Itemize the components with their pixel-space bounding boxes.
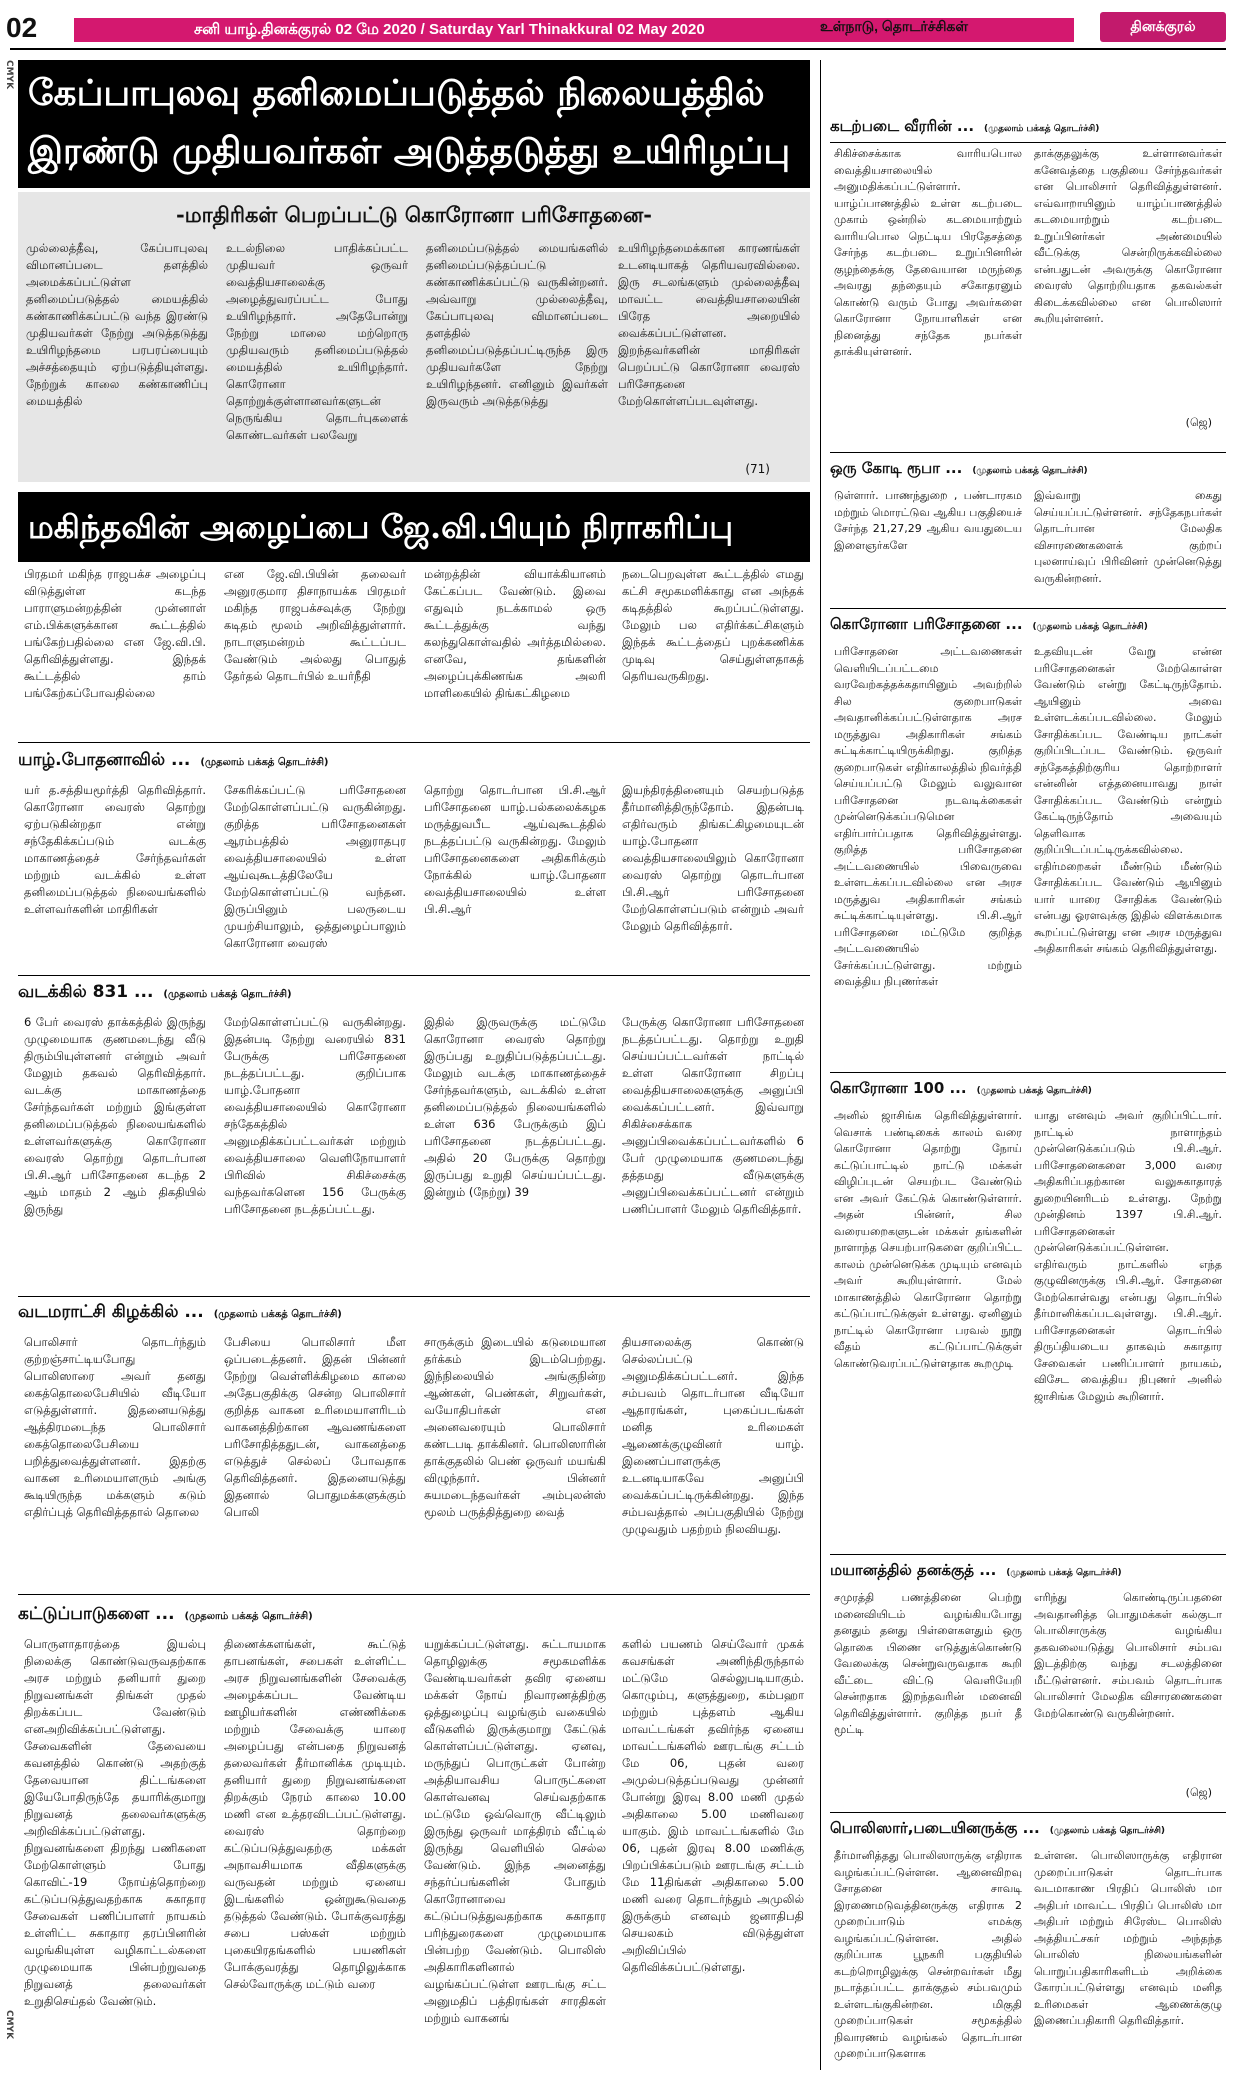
story1-col3: தனிமைப்படுத்தல் மையங்களில் தனிமைப்படுத்தப்பட்டு கண்காணிக்கப்பட்டு வருகின்றனர். அவ்வாறு முல்லைத்தீவு, கேப்பாபுலவு விமானப்படை தளத்தில் தனிமைப்படுத்தப்பட்டிருந்த இரு முதியவர்களே நேற்று உயிரிழந்தனர். எனினும் இவர்கள் இருவரும் அடுத்தடுத்து [426,241,608,408]
story1-col2: உடல்நிலை பாதிக்கப்பட்ட முதியவர் ஒருவர் வைத்தியசாலைக்கு அழைத்துவரப்பட்ட போது உயிரிழந்தார். அதேபோன்று நேற்று மாலை மற்றொரு முதியவரும் தனிமைப்படுத்தல் மையத்தில் உயிரிழந்தார். கொரோனா தொற்றுக்குள்ளானவர்களுடன் நெருங்கிய தொடர்புகளைக் கொண்டவர்கள் பலவேறு [226,241,408,442]
right2-header [830,458,1226,486]
story6-header [18,1604,810,1636]
story5-col3: சாருக்கும் இடையில் கடுமையான தர்க்கம் இடம்பெற்றது. இந்நிலையில் அங்குநின்ற ஆண்கள், பெண்கள், சிறுவர்கள், வயோதிபர்கள் என அனைவரையும் பொலிசார் கண்டபடி தாக்கினர். பொலிஸாரின் தாக்குதலில் பெண் ஒருவர் மயங்கி விழுந்தார். பின்னர் சுயமடைந்தவர்கள் அம்புலன்ஸ் மூலம் பருத்தித்துறை வைத் [424,1335,606,1519]
story4-col3: இதில் இருவருக்கு மட்டுமே கொரோனா வைரஸ் தொற்று இருப்பது உறுதிப்படுத்தப்பட்டது. மேலும் வடக்கு மாகாணத்தைச் சேர்ந்தவர்களும், வடக்கில் உள்ள தனிமைப்படுத்தல் நிலையங்களில் உள்ள 636 பேருக்கும் இப் பரிசோதனை நடத்தப்பட்டது. அதில் 20 பேருக்கு தொற்று இருப்பது உறுதி செய்யப்பட்டது. இன்றும் (நேற்று) 39 [424,1015,606,1199]
page-number: 02 [6,12,38,43]
divider [830,452,1226,453]
story4-col2: மேற்கொள்ளப்பட்டு வருகின்றது. இதன்படி நேற்று வரையில் 831 பேருக்கு பரிசோதனை நடத்தப்பட்டது. குறிப்பாக யாழ்.போதனா வைத்தியசாலையில் கொரோனா சந்தேகத்தில் அனுமதிக்கப்பட்டவர்கள் மற்றும் வைத்தியசாலை வெளிநோயாளர் பிரிவில் சிகிச்சைக்கு வந்தவர்களென 156 பேருக்கு பரிசோதனை நடத்தப்பட்டது. [224,1015,406,1216]
story5-col2: பேசியை பொலிசார் மீள ஒப்படைத்தனர். இதன் பின்னர் நேற்று வெள்ளிக்கிழமை காலை அதேபகுதிக்கு சென்ற பொலிசார் குறித்த வாகன உரிமையாளரிடம் வாகனத்திற்கான ஆவணங்களை பரிசோதித்ததுடன், வாகனத்தை எடுத்துச் செல்லப் போவதாக தெரிவித்தனர். இதனையடுத்து இதனால் பொதுமக்களுக்கும் பொலி [224,1335,406,1519]
right2-col1: டுள்ளார். பாணந்துறை , பண்டாரகம மற்றும் மொரட்டுவ ஆகிய பகுதியைச் சேர்ந்த 21,27,29 ஆகிய வயதுடைய இளைஞர்களே [834,489,1023,552]
right3-cont: (முதலாம் பக்கத் தொடர்ச்சி) [1032,622,1148,632]
story2-headline: மகிந்தவின் அழைப்பை ஜே.வி.பியும் நிராகரிப்பு [18,492,810,562]
story6-col1: பொருளாதாரத்தை இயல்பு நிலைக்கு கொண்டுவருவதற்காக அரச மற்றும் தனியார் துறை நிறுவனங்கள் திங்கள் முதல் திறக்கப்பட வேண்டும் எனஅறிவிக்கப்பட்டுள்ளது. சேவைகளின் தேவையை கவனத்தில் கொண்டு அதற்குத் தேவையான திட்டங்களை இயேபோதிருந்தே தயாரிக்குமாறு நிறுவனத் தலைவர்களுக்கு அறிவிக்கப்பட்டுள்ளது. நிறுவனங்களை திறந்து பணிகளை மேற்கொள்ளும் போது கொவிட்-19 நோய்த்தொற்றை கட்டுப்படுத்துவதற்காக சுகாதார சேவைகள் பணிப்பாளர் நாயகம் உள்ளிட்ட சுகாதார தரப்பினரின் வழங்கியுள்ள வழிகாட்டல்களை முழுமையாக பின்பற்றுவதை நிறுவனத் தலைவர்கள் உறுதிசெய்தல் வேண்டும். [24,1637,206,2008]
right5-body [830,1590,1226,1810]
date-line: சனி யாழ்.தினக்குரல் 02 மே 2020 / Saturday Yarl Thinakkural 02 May 2020 [74,18,1074,42]
section-title: உள்நாடு, தொடர்ச்சிகள் [820,18,968,34]
right3-headline: கொரோனா பரிசோதனை ... [830,615,1023,633]
divider [830,142,1226,143]
right4-cont: (முதலாம் பக்கத் தொடர்ச்சி) [976,1086,1092,1096]
cmyk-mark-top: CMYK [4,60,14,90]
header-rule [10,48,1226,50]
story2-col1: பிரதமர் மகிந்த ராஜபக்ச அழைப்பு விடுத்துள்ள கடந்த பாராளுமன்றத்தின் முன்னாள் எம்.பிக்களுக்கான கூட்டத்தில் பங்கேற்பதில்லை என ஜே.வி.பி. தெரிவித்துள்ளது. இந்தக் கூட்டத்தில் தாம் பங்கேற்கப்போவதில்லை [24,567,206,700]
divider [830,608,1226,609]
divider [830,1554,1226,1555]
story1-subhead: -மாதிரிகள் பெறப்பட்டு கொரோனா பரிசோதனை- [176,202,652,227]
story6-body [18,1636,810,2066]
column-divider [820,60,821,2070]
right4-header [830,1078,1226,1106]
right3-col1: பரிசோதனை அட்டவணைகள் வெளியிடப்பட்டமை வரவேற்கத்தக்கதாயினும் அவற்றில் சில குறைபாடுகள் அவதானிக்கப்பட்டுள்ளதாக அரச மருத்துவ அதிகாரிகள் சங்கம் சுட்டிக்காட்டியிருக்கிறது. குறித்த குறைபாடுகள் எதிர்காலத்தில் நிவர்த்தி செய்யப்பட்டு மேலும் வலுவான பரிசோதனை நடவடிக்கைகள் முன்னெடுக்கப்படுமென எதிர்பார்ப்பதாக தெரிவித்துள்ளது. குறித்த பரிசோதனை அட்டவணையில் பிவைருவை உள்ளடக்கப்படவில்லை என அரச மருத்துவ அதிகாரிகள் சங்கம் சுட்டிக்காட்டியுள்ளது. பி.சி.ஆர் பரிசோதனை மட்டுமே குறித்த அட்டவணையில் சேர்க்கப்பட்டுள்ளது. மற்றும் வைத்திய நிபுணர்கள் [834,645,1022,988]
story5-col4: தியசாலைக்கு கொண்டு செல்லப்பட்டு அனுமதிக்கப்பட்டனர். இந்த சம்பவம் தொடர்பான வீடியோ ஆதாரங்கள், புகைப்படங்கள் மனித உரிமைகள் ஆணைக்குழுவினர் யாழ். இணைப்பாளருக்கு உடனடியாகவே அனுப்பி வைக்கப்பட்டிருக்கின்றது. இந்த சம்பவத்தால் அப்பகுதியில் நேற்று முழுவதும் பதற்றம் நிலவியது. [622,1335,804,1536]
cmyk-mark-bottom: CMYK [4,2010,14,2040]
right2-col2: இவ்வாறு கைது செய்யப்பட்டுள்ளனர். சந்தேகநபர்கள் தொடர்பான மேலதிக விசாரணைகளைக் குற்றப் புலனாய்வுப் பிரிவினர் முன்னெடுத்து வருகின்றனர். [1034,489,1222,585]
right1-cont: (முதலாம் பக்கத் தொடர்ச்சி) [984,124,1100,134]
right6-headline: பொலிஸார்,படையினருக்கு ... [830,1819,1040,1837]
story3-cont: (முதலாம் பக்கத் தொடர்ச்சி) [200,757,329,768]
right2-headline: ஒரு கோடி ரூபா ... [830,459,963,477]
right1-body [830,146,1226,446]
right5-code: (ஜெ) [1185,1786,1212,1799]
story5-body [18,1334,810,1584]
right5-col2: எரிந்து கொண்டிருப்பதனை அவதானித்த பொதுமக்கள் கல்குடா பொலிசாருக்கு வழங்கிய தகவலையடுத்து பொலிசார் சம்பவ இடத்திற்கு வந்து சடலத்தினை மீட்டுள்ளனர். சம்பவம் தொடர்பாக பொலிசார் மேலதிக விசாரணைகளை மேற்கொண்டு வருகின்றனர். [1034,1591,1222,1720]
story5-headline: வடமராட்சி கிழக்கில் ... [18,1302,204,1322]
divider [18,975,810,976]
story6-cont: (முதலாம் பக்கத் தொடர்ச்சி) [184,1611,313,1622]
story6-headline: கட்டுப்பாடுகளை ... [18,1604,175,1624]
story4-cont: (முதலாம் பக்கத் தொடர்ச்சி) [163,989,292,1000]
newspaper-logo: தினக்குரல் [1100,12,1226,42]
story3-headline: யாழ்.போதனாவில் ... [18,750,191,770]
right1-headline: கடற்படை வீரரின் ... [830,117,975,135]
story2-col2: என ஜே.வி.பியின் தலைவர் அனுரகுமார திசாநாயக்க பிரதமர் மகிந்த ராஜபக்சவுக்கு நேற்று கடிதம் மூலம் அறிவித்துள்ளார். நாடாளுமன்றம் கூட்டப்பட வேண்டும் அல்லது பொதுத் தேர்தல் தொடர்பில் உயர்நீதி [224,567,406,683]
story1-headline [18,60,810,188]
right4-headline: கொரோனா 100 ... [830,1079,967,1097]
story4-header [18,982,810,1014]
story4-col1: 6 பேர் வைரஸ் தாக்கத்தில் இருந்து முழுமையாக குணமடைந்து வீடு திரும்பியுள்ளனர் என்றும் அவர் மேலும் தகவல் தெரிவித்தார். வடக்கு மாகாணத்தை சேர்ந்தவர்கள் மற்றும் இங்குள்ள தனிமைப்படுத்தல் நிலையங்களில் உள்ளவர்களுக்கு கொரோனா வைரஸ் தொற்று தொடர்பான பி.சி.ஆர் பரிசோதனை கடந்த 2 ஆம் மாதம் 2 ஆம் திகதியில் இருந்து [24,1015,206,1216]
divider [830,1812,1226,1813]
divider [830,1072,1226,1073]
story6-col4: களில் பயணம் செய்வோர் முகக் கவசங்கள் அணிந்திருந்தால் மட்டுமே செல்லுபடியாகும். கொழும்பு, களுத்துறை, கம்பஹா மற்றும் புத்தளம் ஆகிய மாவட்டங்கள் தவிர்ந்த ஏனைய மாவட்டங்களில் ஊரடங்கு சட்டம் மே 06, புதன் வரை அமுல்படுத்தப்படுவது முன்னர் போன்று இரவு 8.00 மணி முதல் அதிகாலை 5.00 மணிவரை யாகும். இம் மாவட்டங்களில் மே 06, புதன் இரவு 8.00 மணிக்கு பிறப்பிக்கப்படும் ஊரடங்கு சட்டம் மே 11திங்கள் அதிகாலை 5.00 மணி வரை தொடர்ந்தும் அமுலில் இருக்கும் எனவும் ஜனாதிபதி செயலகம் விடுத்துள்ள அறிவிப்பில் தெரிவிக்கப்பட்டுள்ளது. [622,1637,804,1974]
right1-col2: தாக்குதலுக்கு உள்ளானவர்கள் கனேவத்தை பகுதியை சேர்ந்தவர்கள் என பொலிசார் தெரிவித்துள்ளனர். எவ்வாறாயினும் யாழ்ப்பாணத்தில் கடமையாற்றும் கடற்படை உறுப்பினர்கள் அண்மையில் வீட்டுக்கு சென்றிருக்கவில்லை என்பதுடன் அவருக்கு கொரோனா வைரஸ் தொற்றியதாக தகவல்கள் கிடைக்கவில்லை என பொலிஸார் கூறியுள்ளனர். [1034,147,1222,325]
story4-col4: பேருக்கு கொரோனா பரிசோதனை நடத்தப்பட்டது. தொற்று உறுதி செய்யப்பட்டவர்கள் நாட்டில் உள்ள கொரோனா சிறப்பு வைத்தியசாலைகளுக்கு அனுப்பி வைக்கப்பட்டனர். இவ்வாறு சிகிச்சைக்காக அனுப்பிவைக்கப்பட்டவர்களில் 6 பேர் முழுமையாக குணமடைந்து தத்தமது வீடுகளுக்கு அனுப்பிவைக்கப்பட்டனர் என்றும் பணிப்பாளர் மேலும் தெரிவித்தார். [622,1015,804,1216]
story5-cont: (முதலாம் பக்கத் தொடர்ச்சி) [213,1309,342,1320]
story3-col1: யர் த.சத்தியமூர்த்தி தெரிவித்தார். கொரோனா வைரஸ் தொற்று ஏற்படுகின்றதா என்று சந்தேகிக்கப்படும் வடக்கு மாகாணத்தைச் சேர்ந்தவர்கள் மற்றும் வடக்கில் உள்ள தனிமைப்படுத்தல் நிலையங்களில் உள்ளவர்களின் மாதிரிகள் [24,783,206,916]
right1-col1: சிகிச்சைக்காக வாரியபொல வைத்தியசாலையில் அனுமதிக்கப்பட்டுள்ளார். யாழ்ப்பாணத்தில் உள்ள கடற்படை முகாம் ஒன்றில் கடமையாற்றும் வாரியபொல நெட்டிய பிரதேசத்தை சேர்ந்த கடற்படை உறுப்பினரின் குழந்தைக்கு தேவையான மருந்தை அவரது தந்தையும் சகோதரனும் கொண்டு வரும் போது அவர்களை கொரோனா நோயாளிகள் என நினைத்து சந்தேக நபர்கள் தாக்கியுள்ளனர். [834,147,1022,358]
right6-header [830,1818,1226,1846]
right4-body [830,1108,1226,1548]
right5-col1: சமுரத்தி பணத்தினை பெற்று மனைவியிடம் வழங்கியபோது தனதும் தனது பிள்ளைகளதும் ஒரு தொகை பிணை எடுத்துக்கொண்டு வேலைக்கு சென்றுவருவதாக கூறி வீட்டை விட்டு வெளியேறி சென்றதாக இறந்தவரின் மனைவி தெரிவித்துள்ளார். குறித்த நபர் தீ மூட்டி [834,1591,1022,1736]
story1-body [18,192,810,482]
right5-header [830,1560,1226,1588]
story1-code: (71) [745,462,770,476]
story3-col3: தொற்று தொடர்பான பி.சி.ஆர் பரிசோதனை யாழ்.பல்கலைக்கழக மருத்துவபீட ஆய்வுகூடத்தில் நடத்தப்பட்டு வருகின்றது. மேலும் பரிசோதனைகளை அதிகரிக்கும் நோக்கில் யாழ்.போதனா வைத்தியசாலையில் உள்ள பி.சி.ஆர் [424,783,606,916]
story1-col4: உயிரிழந்தமைக்கான காரணங்கள் உடனடியாகத் தெரியவரவில்லை. இரு சடலங்களும் முல்லைத்தீவு மாவட்ட வைத்தியசாலையின் பிரேத அறையில் வைக்கப்பட்டுள்ளன. இறந்தவர்களின் மாதிரிகள் பெறப்பட்டு கொரோனா வைரஸ் பரிசோதனை மேற்கொள்ளப்படவுள்ளது. [618,241,800,408]
right2-cont: (முதலாம் பக்கத் தொடர்ச்சி) [972,466,1088,476]
story3-header [18,750,810,782]
right4-col1: அனில் ஜாசிங்க தெரிவித்துள்ளார். வெசாக் பண்டிகைக் காலம் வரை கொரோனா தொற்று நோய் கட்டுப்பாட்டில் நாட்டு மக்கள் விழிப்புடன் செயற்பட வேண்டும் என அவர் கேட்டுக் கொண்டுள்ளார். அதன் பின்னர், சில வரையறைகளுடன் மக்கள் தங்களின் நாளாந்த செயற்பாடுகளை குறிப்பிட்ட காலம் முன்னெடுக்க முடியும் எனவும் அவர் கூறியுள்ளார். மேல் மாகாணத்தில் கொரோனா தொற்று கட்டுப்பாட்டுக்குள் உள்ளது. ஏனினும் நாட்டில் கொரோனா பரவல் நூறு வீதம் கட்டுப்பாட்டுக்குள் கொண்டுவரப்பட்டுள்ளதாக கூறமுடி [834,1109,1022,1370]
right3-body [830,644,1226,1064]
right2-body [830,488,1226,606]
right6-col2: உள்ளன. பொலிஸாருக்கு எதிரான முறைப்பாடுகள் தொடர்பாக வடமாகாண பிரதிப் பொலிஸ் மா அதிபர் மாவட்ட பிரதிப் பொலிஸ் மா அதிபர் மற்றும் சிரேஸ்ட பொலிஸ் அத்தியட்சகர் மற்றும் அந்தந்த பொலிஸ் நிலையங்களின் பொறுப்பதிகாரிகளிடம் அறிக்கை கோரப்பட்டுள்ளது எனவும் மனித உரிமைகள் ஆணைக்குழு இணைப்பதிகாரி தெரிவித்தார். [1034,1849,1222,2027]
right6-col1: தீர்மானித்தது பொலிஸாருக்கு எதிராக வழங்கப்பட்டுள்ளன. ஆனைவிறவு சோதனை சாவடி இரணைமடுவத்தினருக்கு எதிராக 2 முறைப்பாடும் எமக்கு வழங்கப்பட்டுள்ளன. அதில் குறிப்பாக பூநகரி பகுதியில் கடற்றொழிலுக்கு சென்றவர்கள் மீது நடாத்தப்பட்ட தாக்குதல் சம்பவமும் உள்ளடங்குகின்றன. மிகுதி முறைப்பாடுகள் சமூகத்தில் நிவாரணம் வழங்கல் தொடர்பான முறைப்பாடுகளாக [834,1849,1022,2060]
divider [18,742,810,743]
right1-code: (ஜெ) [1185,416,1212,429]
story3-col2: சேகரிக்கப்பட்டு பரிசோதனை மேற்கொள்ளப்பட்டு வருகின்றது. குறித்த பரிசோதனைகள் ஆரம்பத்தில் அனுராதபுர வைத்தியசாலையில் உள்ள ஆய்வுகூடத்திலேயே மேற்கொள்ளப்பட்டு வந்தன. இருப்பினும் பலருடைய முயற்சியாலும், ஒத்துழைப்பாலும் கொரோனா வைரஸ் [224,783,406,950]
story6-col3: யறுக்கப்பட்டுள்ளது. சுட்டாயமாக தொழிலுக்கு சமூகமளிக்க வேண்டியவர்கள் தவிர ஏனைய மக்கள் நோய் நிவாரணத்திற்கு ஒத்துழைப்பு வழங்கும் வகையில் வீடுகளில் இருக்குமாறு கேட்டுக் கொள்ளப்பட்டுள்ளது. ஏனவு, மருந்துப் பொருட்கள் போன்ற அத்தியாவசிய பொருட்களை கொள்வனவு செய்வதற்காக மட்டுமே ஒவ்வொரு வீட்டிலும் இருந்து ஒருவர் மாத்திரம் வீட்டில் இருந்து வெளியில் செல்ல வேண்டும். இந்த அனைத்து சந்தர்ப்பங்களின் போதும் கொரோனாவை கட்டுப்படுத்துவதற்காக சுகாதார பரிந்துரைகளை முழுமையாக பின்பற்ற வேண்டும். பொலிஸ் அதிகாரிகளினால் வழங்கப்பட்டுள்ள ஊரடங்கு சட்ட அனுமதிப் பத்திரங்கள் சாரதிகள் மற்றும் வாகனங் [424,1637,606,2025]
story3-col4: இயந்திரத்தினையும் செயற்படுத்த தீர்மானித்திருந்தோம். இதன்படி எதிர்வரும் திங்கட்கிழமையுடன் யாழ்.போதனா வைத்தியசாலையிலும் கொரோனா வைரஸ் தொற்று தொடர்பான பி.சி.ஆர் பரிசோதனை மேற்கொள்ளப்படும் என்றும் அவர் மேலும் தெரிவித்தார். [622,783,804,933]
right1-header [830,116,1226,144]
story2-col4: நடைபெறவுள்ள கூட்டத்தில் எமது கட்சி சமூகமளிக்காது என அந்தக் கடிதத்தில் கூறப்பட்டுள்ளது. மேலும் பல எதிர்க்கட்சிகளும் இந்தக் கூட்டத்தைப் புறக்கணிக்க முடிவு செய்துள்ளதாகத் தெரியவருகிறது. [622,567,804,683]
story2-col3: மன்றத்தின் வியாக்கியானம் கேட்கப்பட வேண்டும். இவை எதுவும் நடக்காமல் ஒரு கூட்டத்துக்கு வந்து கலந்துகொள்வதில் அர்த்தமில்லை. எனவே, தங்களின் அழைப்புக்கிணங்க அலரி மாளிகையில் திங்கட்கிழமை [424,567,606,700]
right3-header [830,614,1226,642]
story4-headline: வடக்கில் 831 ... [18,982,154,1002]
right6-body [830,1848,1226,2074]
right3-col2: உதவியுடன் வேறு என்ன பரிசோதனைகள் மேற்கொள்ள வேண்டும் என்று கேட்டிருந்தோம். ஆயினும் அவை உள்ளடக்கப்படவில்லை. மேலும் சோதிக்கப்பட வேண்டிய நாட்கள் குறிப்பிடப்பட வேண்டும். ஒருவர் சந்தேகத்திற்குரிய தொற்றாளர் என்னின் எத்தனையாவது நாள் சோதிக்கப்பட வேண்டும் என்றும் கேட்டிருந்தோம் அவையும் தெளிவாக குறிப்பிடப்பட்டிருக்கவில்லை. எதிர்மறைகள் மீண்டும் மீண்டும் சோதிக்கப்பட வேண்டும் ஆயினும் யார் யாரை சோதிக்க வேண்டும் என்பது ஓரளவுக்கு இதில் விளக்கமாக கூறப்பட்டுள்ளது என அரச மருத்துவ அதிகாரிகள் சங்கம் தெரிவித்துள்ளது. [1034,645,1222,955]
story5-header [18,1302,810,1334]
right5-headline: மயானத்தில் தனக்குத் ... [830,1561,997,1579]
right6-cont: (முதலாம் பக்கத் தொடர்ச்சி) [1049,1826,1166,1836]
divider [18,1594,810,1595]
story4-body [18,1014,810,1284]
right4-col2: யாது எனவும் அவர் குறிப்பிட்டார். நாட்டில் நாளாந்தம் முன்னெடுக்கப்படும் பி.சி.ஆர். பரிசோதனைகளை 3,000 வரை அதிகரிப்பதற்கான வலுசுகாதாரத் துறையினரிடம் உள்ளது. நேற்று முன்தினம் 1397 பி.சி.ஆர். பரிசோதனைகள் முன்னெடுக்கப்பட்டுள்ளன. எதிர்வரும் நாட்களில் எந்த குழுவினருக்கு பி.சி.ஆர். சோதனை மேற்கொள்வது என்பது தொடர்பில் தீர்மானிக்கப்படவுள்ளது. பி.சி.ஆர். பரிசோதனைகள் தொடர்பில் திருப்தியடைய தாகவும் சுகாதார சேவைகள் பணிப்பாளர் நாயகம், விசேட வைத்திய நிபுணர் அனில் ஜாசிங்க மேலும் கூறினார். [1034,1109,1222,1403]
right5-cont: (முதலாம் பக்கத் தொடர்ச்சி) [1006,1568,1122,1578]
story5-col1: பொலிசார் தொடர்ந்தும் குற்றஞ்சாட்டியபோது பொலிஸாரை அவர் தனது கைத்தொலைபேசியில் வீடியோ எடுத்துள்ளார். இதனையடுத்து ஆத்திரமடைந்த பொலிசார் கைத்தொலைபேசியை பறித்துவைத்துள்ளனர். இதற்கு வாகன உரிமையாளரும் அங்கு கூடியிருந்த மக்களும் கடும் எதிர்ப்புத் தெரிவித்ததால் தொலை [24,1335,206,1519]
story6-col2: திணைக்களங்கள், கூட்டுத் தாபனங்கள், சபைகள் உள்ளிட்ட அரச நிறுவனங்களின் சேவைக்கு அழைக்கப்பட வேண்டிய ஊழியர்களின் எண்ணிக்கை மற்றும் சேவைக்கு யாரை அழைப்பது என்பதை நிறுவனத் தலைவர்கள் தீர்மானிக்க முடியும். தனியார் துறை நிறுவனங்களை திறக்கும் நேரம் காலை 10.00 மணி என உத்தரவிடப்பட்டுள்ளது. வைரஸ் தொற்றை கட்டுப்படுத்துவதற்கு மக்கள் அநாவசியமாக வீதிகளுக்கு வருவதன் மற்றும் ஏனைய இடங்களில் ஒன்றுகூடுவதை தடுத்தல் வேண்டும். போக்குவரத்து சபை பஸ்கள் மற்றும் புகையிரதங்களில் பயணிகள் போக்குவரத்து தொழிலுக்காக செல்வோருக்கு மட்டும் வரை [224,1637,406,1991]
divider [18,1296,810,1297]
story1-headline-line1: கேப்பாபுலவு தனிமைப்படுத்தல் நிலையத்தில் [28,72,765,114]
story2-body [18,566,810,716]
story1-col1: முல்லைத்தீவு, கேப்பாபுலவு விமானப்படை தளத்தில் அமைக்கப்பட்டுள்ள தனிமைப்படுத்தல் மையத்தில் கண்காணிக்கப்பட்டு வந்த இரண்டு முதியவர்கள் நேற்று அடுத்தடுத்து உயிரிழந்தமை பரபரப்பையும் அச்சத்தையும் ஏற்படுத்தியுள்ளது. நேற்றுக் காலை கண்காணிப்பு மையத்தில் [26,241,208,408]
story3-body [18,782,810,972]
story1-headline-line2: இரண்டு முதியவர்கள் அடுத்தடுத்து உயிரிழப்பு [28,130,791,172]
